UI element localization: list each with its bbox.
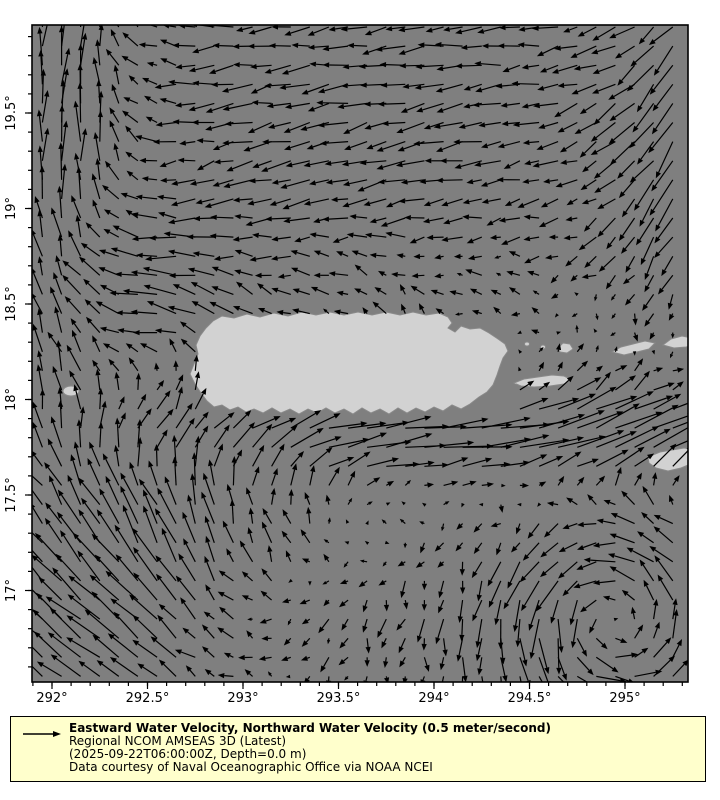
- y-tick-label: 17°: [4, 578, 19, 603]
- x-tick-label: 295°: [609, 691, 641, 706]
- x-tick-label: 294.5°: [507, 691, 552, 706]
- x-tick-label: 292°: [36, 691, 68, 706]
- legend-time-depth-line: (2025-09-22T06:00:00Z, Depth=0.0 m): [69, 747, 307, 761]
- legend-box: [10, 716, 706, 782]
- island-puerto-rico: [190, 312, 508, 414]
- y-tick-label: 19°: [4, 196, 19, 221]
- x-tick-label: 294°: [418, 691, 450, 706]
- y-tick-label: 18.5°: [4, 286, 19, 322]
- x-tick-label: 293°: [227, 691, 259, 706]
- y-tick-label: 19.5°: [4, 95, 19, 131]
- x-tick-label: 292.5°: [125, 691, 170, 706]
- legend-model-line: Regional NCOM AMSEAS 3D (Latest): [69, 734, 287, 748]
- legend-reference-arrow-icon: [20, 728, 66, 740]
- island-islet-east-1: [525, 342, 530, 346]
- y-tick-label: 18°: [4, 387, 19, 412]
- legend-title: Eastward Water Velocity, Northward Water Velocity (0.5 meter/second): [69, 721, 551, 735]
- y-tick-label: 17.5°: [4, 477, 19, 513]
- x-tick-label: 293.5°: [316, 691, 361, 706]
- legend-credit-line: Data courtesy of Naval Oceanographic Office via NOAA NCEI: [69, 760, 433, 774]
